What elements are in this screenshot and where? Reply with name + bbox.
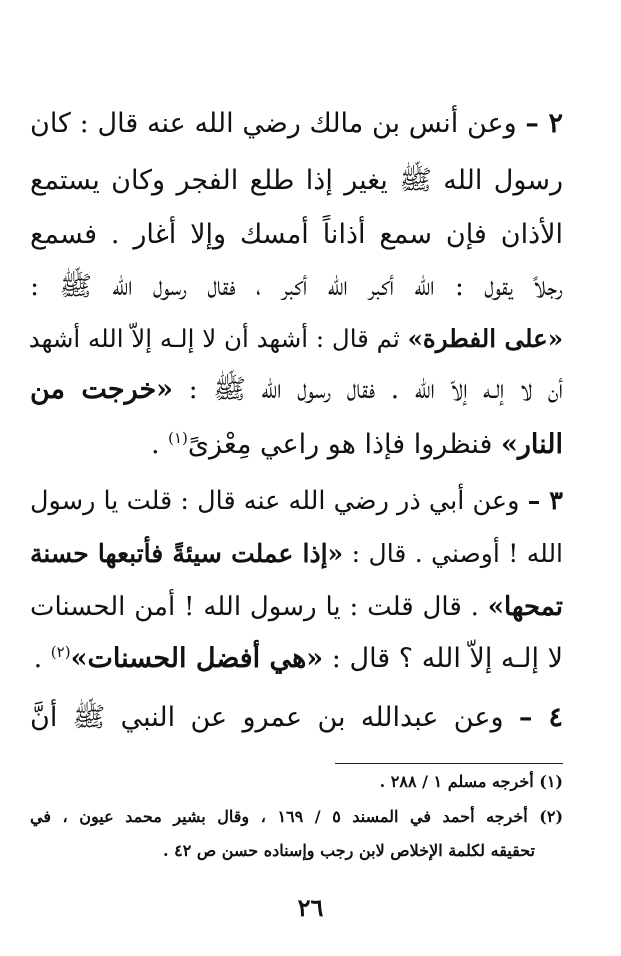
quote-text: تمحها»	[487, 592, 563, 622]
body-text: رجلاً يقول : الله أكبر الله أكبر ، فقال رسول الله ﷺ :	[30, 271, 563, 302]
hadith-number: ٢ –	[525, 108, 563, 139]
hadith-number: ٣ –	[527, 486, 563, 516]
body-text: فنظروا فإذا هو راعي مِعْزىً	[187, 429, 501, 460]
footnote: (٢) أخرجه أحمد في المسند ٥ / ١٦٩ ، وقال بشير محمد عيون ، في	[30, 807, 564, 826]
body-text: وعن أبي ذر رضي الله عنه قال : قلت يا رسول	[30, 486, 528, 516]
quote-text: «إذا عملت سيئةً فأتبعها حسنة	[30, 539, 344, 568]
body-line	[30, 314, 563, 364]
body-text: وعن أنس بن مالك رضي الله عنه قال : كان	[30, 108, 526, 139]
footnote: (١) أخرجه مسلم ١ / ٢٨٨ .	[379, 772, 563, 791]
quote-text: «على الفطرة»	[407, 324, 563, 353]
body-line	[30, 529, 563, 579]
body-text: .	[33, 643, 51, 674]
body-text: لا إلـه إلاّ الله ؟ قال :	[323, 643, 563, 674]
quote-text: «خرجت من	[30, 374, 174, 405]
hadith-number: ٤ –	[518, 702, 563, 733]
body-text: وعن عبدالله بن عمرو عن النبي ﷺ أنَّ	[30, 702, 519, 733]
body-text: الأذان فإن سمع أذاناً أمسك وإلا أغار . فسمع	[30, 219, 563, 250]
body-line	[30, 99, 563, 149]
footnote: تحقيقه لكلمة الإخلاص لابن رجب وإسناده حسن ص ٤٢ .	[162, 841, 535, 860]
body-line	[30, 582, 563, 632]
body-line	[30, 693, 563, 743]
body-line	[30, 420, 563, 470]
body-text: رسول الله ﷺ يغير إذا طلع الفجر وكان يستمع	[30, 165, 563, 196]
body-text: أن لا إلـه إلاّ الله . فقال رسول الله ﷺ :	[173, 374, 563, 405]
body-text: .	[150, 429, 169, 460]
body-text: . قال قلت : يا رسول الله ! أمن الحسنات	[30, 592, 488, 622]
body-line	[30, 210, 563, 260]
body-line	[30, 365, 563, 415]
body-line	[30, 634, 563, 684]
body-text: ثم قال : أشهد أن لا إلـه إلاّ الله أشهد	[28, 324, 408, 353]
footnote-marker: (٢)	[50, 643, 71, 661]
body-line	[30, 156, 563, 206]
body-line	[30, 262, 563, 312]
footnote-separator	[335, 763, 563, 764]
body-line	[30, 476, 563, 526]
quote-text: النار»	[500, 429, 563, 460]
book-page	[30, 0, 563, 956]
quote-text: «هي أفضل الحسنات»	[70, 643, 324, 674]
body-text: الله ! أوصني . قال :	[343, 539, 564, 568]
page-number: ٢٦	[297, 893, 324, 922]
footnote-marker: (١)	[168, 429, 188, 447]
